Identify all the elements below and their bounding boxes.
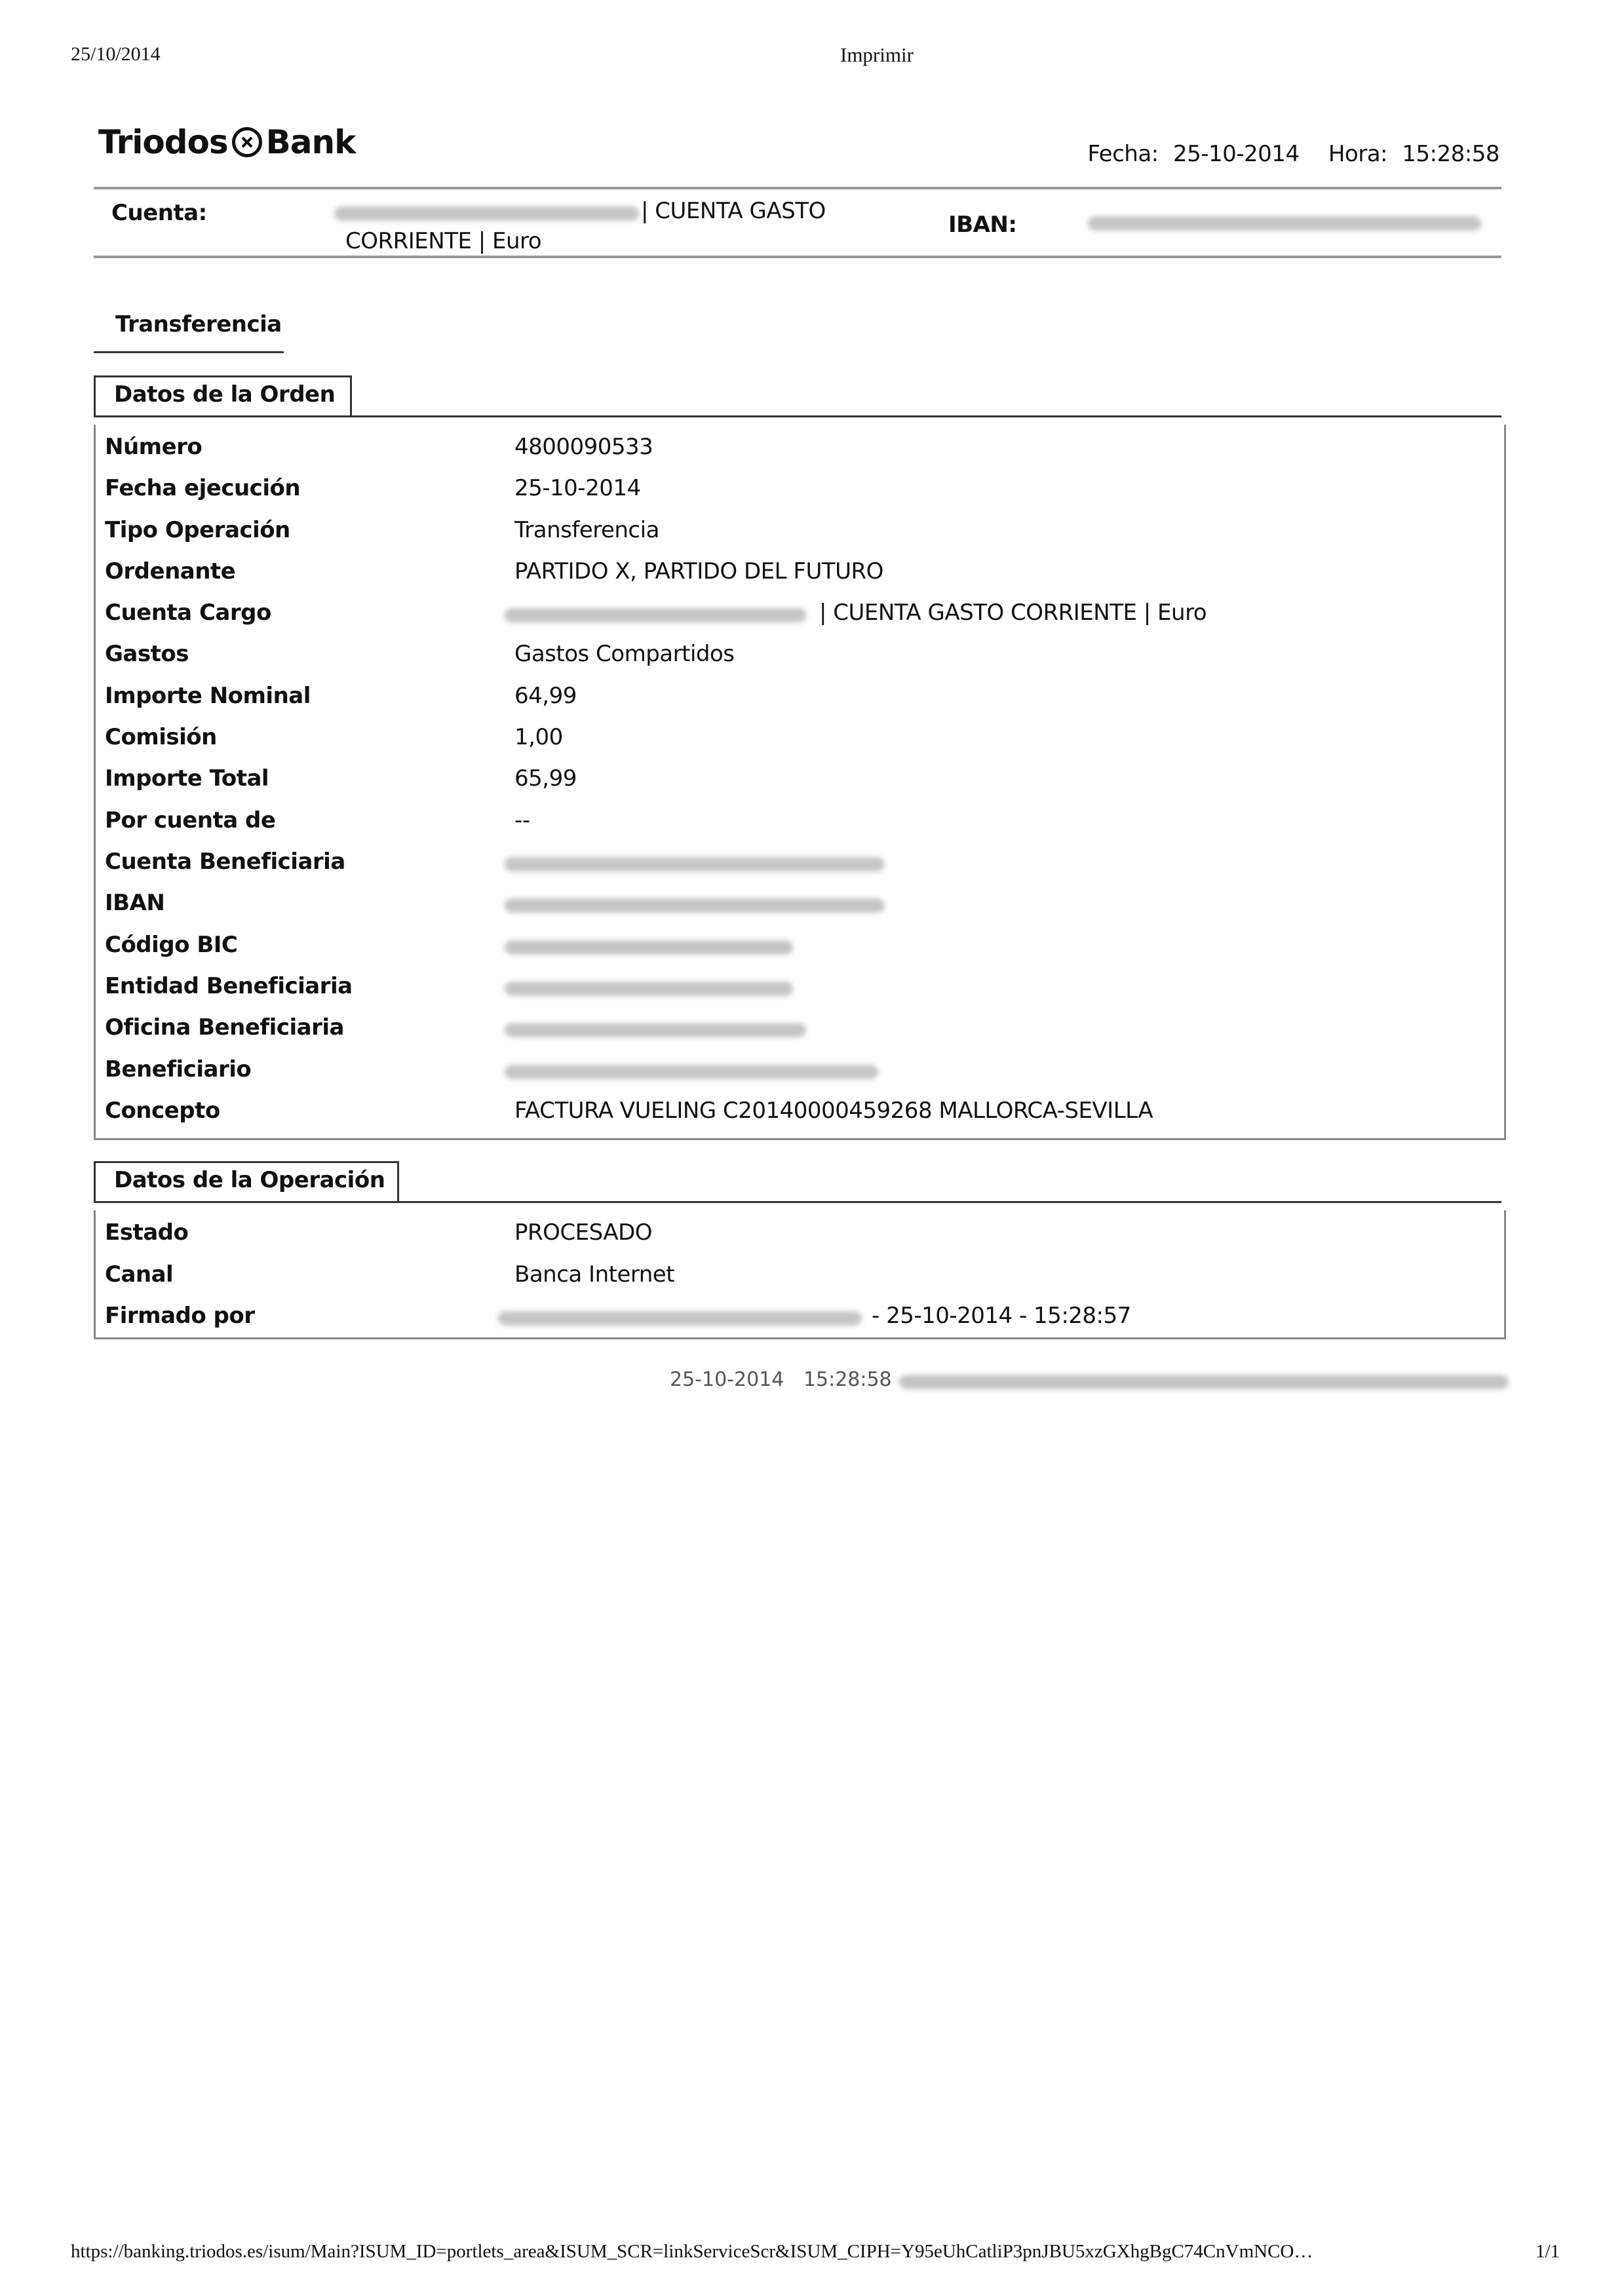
redacted-account-number: [334, 206, 639, 221]
orden-row-entidad-beneficiaria: Entidad Beneficiaria: [105, 973, 353, 999]
redacted-cuenta-beneficiaria: [505, 857, 885, 871]
redacted-cuenta-cargo: [505, 608, 806, 622]
bank-logo: [98, 123, 355, 161]
redacted-iban: [1088, 216, 1481, 231]
orden-row-codigo-bic: Código BIC: [105, 932, 238, 958]
hora-label: Hora:: [1328, 141, 1387, 167]
orden-row-fecha-ejecucion: Fecha ejecución 25-10-2014: [105, 475, 641, 501]
redacted-bic: [505, 940, 793, 955]
redacted-entidad: [505, 982, 793, 996]
redacted-beneficiario: [505, 1065, 878, 1079]
account-line2: CORRIENTE | Euro: [345, 228, 542, 254]
account-bottom-rule: [94, 256, 1501, 258]
orden-row-importe-nominal: Importe Nominal 64,99: [105, 683, 577, 709]
orden-row-cuenta-cargo: Cuenta Cargo | CUENTA GASTO CORRIENTE | Euro: [105, 600, 1207, 626]
orden-row-gastos: Gastos Gastos Compartidos: [105, 641, 735, 667]
iban-label: IBAN:: [948, 212, 1017, 238]
operation-stamp: [670, 1368, 892, 1391]
operacion-title-text: Datos de la Operación: [114, 1167, 385, 1193]
fecha-value: 25-10-2014: [1172, 141, 1300, 167]
redacted-firmante: [498, 1311, 862, 1326]
stamp-date: 25-10-2014: [670, 1368, 784, 1391]
redacted-oficina: [505, 1023, 806, 1037]
redacted-iban-beneficiario: [505, 898, 885, 913]
header-datetime: [1079, 141, 1499, 167]
triodos-seal-icon: [232, 127, 262, 157]
orden-section-line: [352, 415, 1501, 417]
stamp-time: 15:28:58: [803, 1368, 892, 1391]
operacion-section-title: [94, 1161, 399, 1203]
tab-underline: [94, 351, 284, 353]
orden-row-oficina-beneficiaria: Oficina Beneficiaria: [105, 1014, 344, 1041]
print-title: Imprimir: [840, 43, 914, 66]
orden-title-text: Datos de la Orden: [114, 381, 336, 408]
orden-section-title: [94, 375, 352, 417]
orden-row-tipo-operacion: Tipo Operación Transferencia: [105, 517, 659, 543]
operacion-row-canal: Canal Banca Internet: [105, 1261, 675, 1288]
hora-value: 15:28:58: [1402, 141, 1499, 167]
operacion-row-estado: Estado PROCESADO: [105, 1219, 653, 1246]
operacion-section-line: [399, 1201, 1501, 1203]
orden-row-concepto: Concepto FACTURA VUELING C20140000459268 MALLORCA-SEVILLA: [105, 1098, 1153, 1124]
orden-row-iban: IBAN: [105, 890, 165, 916]
orden-row-cuenta-beneficiaria: Cuenta Beneficiaria: [105, 849, 345, 875]
orden-row-por-cuenta-de: Por cuenta de --: [105, 807, 530, 833]
account-label: Cuenta:: [111, 200, 207, 226]
orden-row-importe-total: Importe Total 65,99: [105, 765, 577, 792]
orden-row-numero: Número 4800090533: [105, 434, 653, 460]
operacion-row-firmado-por: Firmado por - 25-10-2014 - 15:28:57: [105, 1303, 1131, 1329]
orden-row-ordenante: Ordenante PARTIDO X, PARTIDO DEL FUTURO: [105, 558, 883, 584]
print-url: https://banking.triodos.es/isum/Main?ISUM_ID=portlets_area&ISUM_SCR=linkServiceScr&ISUM_CIPH=Y95eUhCatliP3pnJBU5xzGXhgBgC74CnVmNCO…: [71, 2241, 1313, 2262]
tab-transferencia[interactable]: Transferencia: [115, 311, 282, 337]
account-line1-suffix: | CUENTA GASTO: [641, 198, 826, 224]
account-top-rule: [94, 187, 1501, 189]
page-number: 1/1: [1535, 2241, 1560, 2262]
orden-row-comision: Comisión 1,00: [105, 724, 563, 750]
logo-text-part2: Bank: [265, 123, 356, 161]
redacted-stamp-reference: [899, 1375, 1509, 1389]
orden-row-beneficiario: Beneficiario: [105, 1056, 252, 1082]
logo-text-part1: Triodos: [98, 123, 228, 161]
print-date: 25/10/2014: [71, 43, 161, 65]
fecha-label: Fecha:: [1087, 141, 1159, 167]
